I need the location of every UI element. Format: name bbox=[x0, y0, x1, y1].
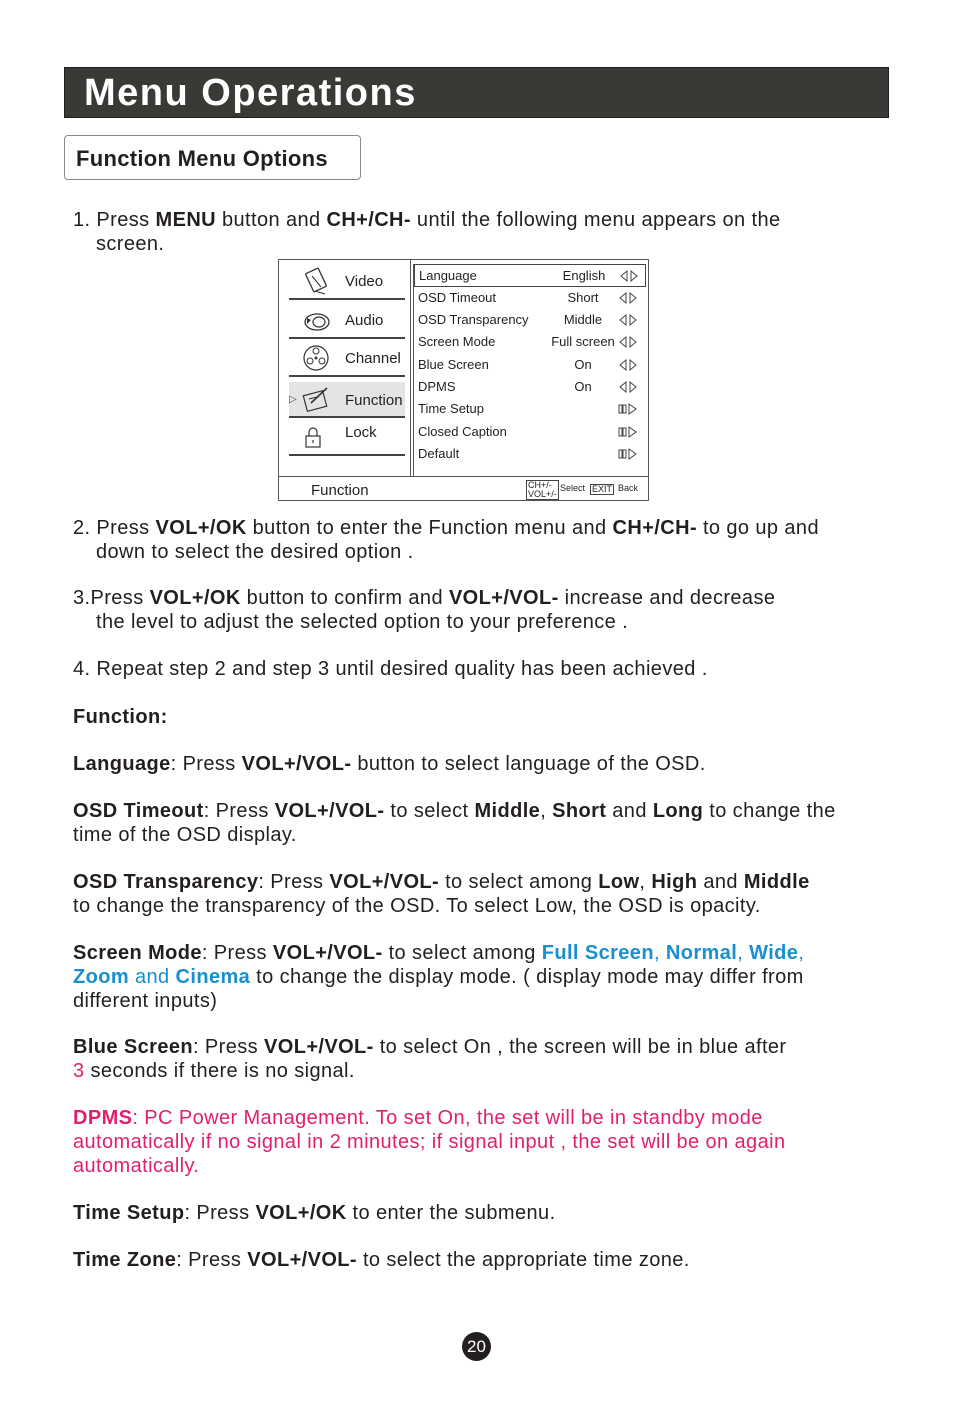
divider bbox=[410, 260, 411, 477]
left-right-arrows-icon bbox=[619, 270, 639, 282]
osd-option-osd-transparency: OSD Transparency Middle bbox=[418, 309, 644, 331]
section-title: Function Menu Options bbox=[76, 146, 328, 171]
osd-option-blue-screen: Blue Screen On bbox=[418, 354, 644, 376]
enter-arrow-icon bbox=[618, 448, 638, 460]
desc-osd-timeout: OSD Timeout: Press VOL+/VOL- to select Middle, Short and Long to change the time of the OSD display. bbox=[73, 800, 836, 846]
left-right-arrows-icon bbox=[618, 292, 638, 304]
osd-option-language: Language English bbox=[414, 264, 646, 287]
osd-hint-back: Back bbox=[618, 483, 639, 493]
divider bbox=[413, 476, 649, 477]
left-right-arrows-icon bbox=[618, 314, 638, 326]
desc-time-setup: Time Setup: Press VOL+/OK to enter the submenu. bbox=[73, 1202, 556, 1224]
desc-language: Language: Press VOL+/VOL- button to select language of the OSD. bbox=[73, 753, 706, 775]
left-right-arrows-icon bbox=[618, 359, 638, 371]
desc-screen-mode: Screen Mode: Press VOL+/VOL- to select among Full Screen, Normal, Wide, Zoom and Cinema to change the display mode. ( display mode may differ from different inputs) bbox=[73, 942, 805, 1012]
desc-time-zone: Time Zone: Press VOL+/VOL- to select the appropriate time zone. bbox=[73, 1249, 690, 1271]
page-number: 20 bbox=[462, 1332, 491, 1361]
osd-option-time-setup: Time Setup bbox=[418, 398, 644, 420]
step-3: 3.Press VOL+/OK button to confirm and VOL+/VOL- increase and decrease the level to adjust the selected option to your preference . bbox=[73, 587, 776, 633]
osd-category-lock: Lock bbox=[289, 420, 405, 456]
divider bbox=[289, 375, 405, 377]
video-icon bbox=[301, 267, 331, 295]
divider bbox=[289, 337, 405, 339]
channel-icon bbox=[301, 344, 331, 372]
desc-osd-transparency: OSD Transparency: Press VOL+/VOL- to select among Low, High and Middle to change the transparency of the OSD. To select Low, the OSD is opacity. bbox=[73, 871, 810, 917]
step-2: 2. Press VOL+/OK button to enter the Function menu and CH+/CH- to go up and down to select the desired option . bbox=[73, 517, 819, 563]
step-4: 4. Repeat step 2 and step 3 until desired quality has been achieved . bbox=[73, 658, 708, 680]
osd-option-osd-timeout: OSD Timeout Short bbox=[418, 287, 644, 309]
divider bbox=[413, 264, 414, 477]
enter-arrow-icon bbox=[618, 426, 638, 438]
osd-category-audio: Audio bbox=[289, 303, 405, 339]
function-icon bbox=[301, 385, 331, 413]
osd-hint-exit: EXIT bbox=[592, 484, 613, 494]
page-title: Menu Operations bbox=[84, 72, 417, 114]
osd-hint-select: Select bbox=[560, 483, 586, 493]
step-1: 1. Press MENU button and CH+/CH- until the following menu appears on the screen. bbox=[73, 209, 781, 255]
osd-category-function: ▷ Function bbox=[289, 382, 405, 418]
function-heading: Function: bbox=[73, 706, 168, 728]
lock-icon bbox=[301, 423, 331, 451]
section-heading-box bbox=[64, 135, 361, 180]
osd-hint-keys: CH+/- VOL+/- bbox=[528, 480, 557, 499]
osd-footer-label: Function bbox=[311, 482, 369, 499]
divider bbox=[289, 298, 405, 300]
osd-function-menu bbox=[278, 259, 649, 501]
selection-arrow-icon: ▷ bbox=[289, 394, 297, 405]
osd-option-screen-mode: Screen Mode Full screen bbox=[418, 331, 644, 353]
osd-category-video: Video bbox=[289, 264, 405, 300]
osd-option-default: Default bbox=[418, 443, 644, 465]
osd-option-dpms: DPMS On bbox=[418, 376, 644, 398]
osd-category-list bbox=[279, 260, 410, 475]
left-right-arrows-icon bbox=[618, 381, 638, 393]
left-right-arrows-icon bbox=[618, 336, 638, 348]
enter-arrow-icon bbox=[618, 403, 638, 415]
osd-option-closed-caption: Closed Caption bbox=[418, 421, 644, 443]
desc-blue-screen: Blue Screen: Press VOL+/VOL- to select On , the screen will be in blue after 3 seconds if there is no signal. bbox=[73, 1036, 787, 1082]
audio-icon bbox=[301, 306, 331, 334]
title-bar bbox=[64, 67, 889, 118]
divider bbox=[279, 476, 413, 477]
divider bbox=[289, 416, 405, 418]
desc-dpms: DPMS: PC Power Management. To set On, the set will be in standby mode automatically if no signal in 2 minutes; if signal input , the set will be on again automatically. bbox=[73, 1107, 786, 1177]
osd-category-channel: Channel bbox=[289, 341, 405, 377]
divider bbox=[289, 454, 405, 456]
